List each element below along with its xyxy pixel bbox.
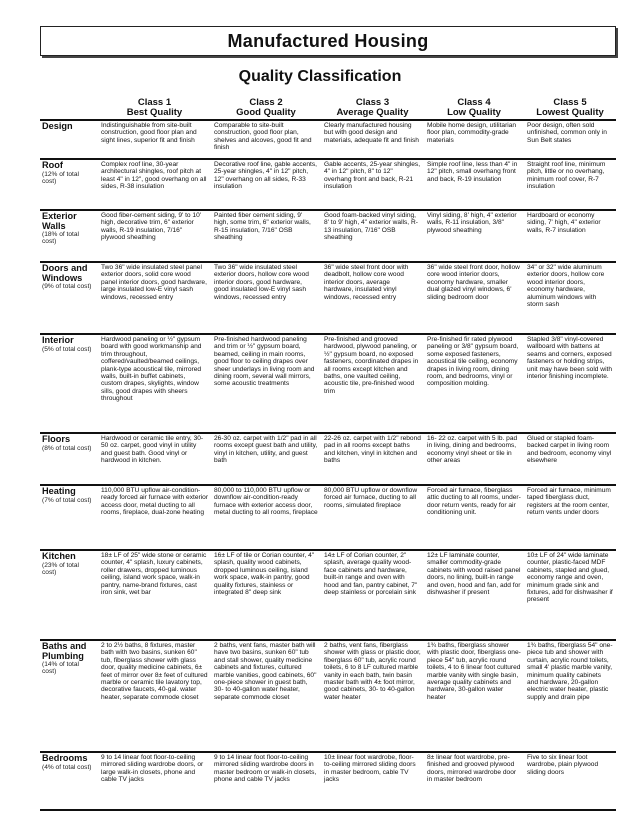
table-cell: Simple roof line, less than 4" in 12" pitch, small overhang front and back, R-19 insulation	[427, 161, 518, 183]
quality-classification-table	[40, 96, 616, 811]
table-cell: 1¾ baths, fiberglass 54" one-piece tub and shower with curtain, acrylic round toilets, small 4' plastic marble vanity, minimum quality cabinets and hardware, 20-gallon electric water heater, plastic supply and drain pipe	[527, 642, 613, 701]
table-cell: 36" wide steel front door, hollow core wood interior doors, economy hardware, smaller dual glazed vinyl windows, 6' sliding bedroom door	[427, 264, 520, 301]
table-cell: Hardboard or economy siding, 7' high, 4" exterior walls, R-7 insulation	[527, 212, 601, 234]
table-cell: 110,000 BTU upflow air-condition-ready forced air furnace with exterior access door, metal ducting to all rooms, fireplace, dual-zone heating	[101, 487, 209, 517]
table-cell: Indistinguishable from site-built construction, good floor plan and sight lines, superior fit and finish	[101, 122, 197, 144]
row-name: Design	[42, 121, 73, 131]
table-cell: Two 36" wide insulated steel exterior doors, hollow core wood interior doors, good hardware, good insulated low-E vinyl sash windows, recessed entry	[214, 264, 309, 301]
row-name: Kitchen	[42, 551, 76, 561]
row-kitchen	[40, 550, 616, 640]
row-header	[40, 159, 98, 210]
table-cell: Good foam-backed vinyl siding, 8' to 9' high, 4" exterior walls, R-13 insulation, 7/16" OSB sheathing	[324, 212, 418, 242]
row-cost-note: (9% of total cost)	[42, 283, 92, 290]
table-cell: Stapled 3/8" vinyl-covered wallboard with battens at seams and corners, exposed fasteners or holding strips, unit may have been sold with interior finishing incomplete.	[527, 336, 613, 381]
table-cell: 12± LF laminate counter, smaller commodity-grade cabinets with wood raised panel doors, no lining, built-in range and oven, hood and fan, add for dishwasher if present	[427, 552, 521, 597]
class-desc: Best Quality	[126, 107, 183, 118]
row-header	[40, 120, 98, 159]
row-cost-note: (4% of total cost)	[42, 763, 92, 771]
row-header	[40, 550, 98, 640]
class-name: Class 1	[137, 97, 172, 108]
document-subtitle: Quality Classification	[238, 68, 402, 85]
table-cell: 80,000 BTU upflow or downflow forced air furnace, ducting to all rooms, simulated fireplace	[324, 487, 418, 509]
table-cell: Clearly manufactured housing but with good design and materials, adequate fit and finish	[324, 122, 419, 144]
table-cell: Forced air furnace, minimum taped fiberglass duct, registers at the room center, return vents under doors	[527, 487, 611, 517]
table-cell: Vinyl siding, 8' high, 4" exterior walls, R-11 insulation, 3/8" plywood sheathing	[427, 212, 517, 234]
table-cell: 8± linear foot wardrobe, pre-finished and grooved plywood doors, mirrored wardrobe door in master bedroom	[427, 754, 517, 784]
class-desc: Low Quality	[447, 107, 501, 118]
row-cost-note: (12% of total cost)	[42, 170, 80, 185]
table-cell: 10± LF of 24" wide laminate counter, plastic-faced MDF cabinets, stapled and glued, economy range and oven, minimum grade sink and fixtures, add for dishwasher if present	[527, 552, 613, 604]
row-interior	[40, 334, 616, 433]
column-header-class-3	[321, 96, 424, 120]
row-name: Doors and Windows	[42, 263, 88, 283]
table-cell: 1¾ baths, fiberglass shower with plastic door, fiberglass one-piece 54" tub, acrylic round toilets, 4 to 6 linear foot cultured marble vanity with single basin, average quality cabinets and hardware, 30-gallon water heater	[427, 642, 521, 701]
table-cell: 18± LF of 25" wide stone or ceramic counter, 4" splash, luxury cabinets, roller drawers, dropped luminous ceiling, island work space, walk-in pantry, name-brand fixtures, cast iron sink, wet bar	[101, 552, 207, 597]
row-cost-note: (18% of total cost)	[42, 231, 80, 246]
table-cell: Hardwood or ceramic tile entry, 30-50 oz. carpet, good vinyl in utility and guest bath. Good vinyl or hardwood in kitchen.	[101, 435, 204, 465]
header-row	[40, 96, 616, 120]
table-cell: 2 baths, vent fans, fiberglass shower with glass or plastic door, fiberglass 60" tub, acrylic round toilets, 6 to 8 LF cultured marble vanity in each bath, twin basin master bath with 4± foot mirror, good cabinets, 30- to 40-gallon water heater	[324, 642, 421, 701]
row-exterior-walls	[40, 210, 616, 262]
row-header	[40, 640, 98, 752]
class-name: Class 4	[457, 97, 491, 108]
row-cost-note: (14% of total cost)	[42, 661, 80, 676]
row-cost-note: (7% of total cost)	[42, 496, 92, 504]
row-header	[40, 485, 98, 550]
table-cell: Decorative roof line, gable accents, 25-year shingles, 4" in 12" pitch, 12" overhang on all sides, R-33 insulation	[214, 161, 317, 191]
row-name: Exterior Walls	[42, 211, 77, 231]
table-cell: 9 to 14 linear foot floor-to-ceiling mirrored sliding wardrobe doors in master bedroom or walk-in closets, phone and cable TV jacks	[214, 754, 317, 784]
table-cell: Gable accents, 25-year shingles, 4" in 12" pitch, 8" to 12" overhang front and back, R-21 insulation	[324, 161, 421, 191]
document-title: Manufactured Housing	[227, 31, 429, 51]
row-name: Bedrooms	[42, 753, 88, 763]
column-header-class-4	[424, 96, 524, 120]
row-header	[40, 433, 98, 485]
table-cell: Poor design, often sold unfinished, common only in Sun Belt states	[527, 122, 607, 144]
table-cell: 80,000 to 110,000 BTU upflow or downflow air-condition-ready furnace with exterior access door, metal ducting to all rooms, fireplace	[214, 487, 318, 517]
row-name: Baths and Plumbing	[42, 641, 87, 661]
table-cell: Hardwood paneling or ½" gypsum board with good workmanship and trim throughout, coffered/vaulted/beamed ceilings, plank-type acoustical tile, mirrored walls, built-in buffet cabinets, custom drapes, skylights, window sills, good drapes with sheers throughout	[101, 336, 202, 403]
table-cell: 16± LF of tile or Corian counter, 4" splash, quality wood cabinets, dropped luminous ceiling, island work space, walk-in pantry, good quality fixtures, stainless or integrated 8" deep sink	[214, 552, 315, 597]
title-box	[40, 26, 616, 56]
class-desc: Good Quality	[236, 107, 296, 118]
row-name: Roof	[42, 160, 63, 170]
table-cell: 10± linear foot wardrobe, floor-to-ceiling mirrored sliding doors in master bedroom, cable TV jacks	[324, 754, 416, 784]
row-baths-and-plumbing	[40, 640, 616, 752]
row-bedrooms	[40, 752, 616, 810]
row-floors	[40, 433, 616, 485]
row-name: Floors	[42, 434, 71, 444]
class-name: Class 3	[355, 97, 390, 108]
table-cell: 36" wide steel front door with deadbolt, hollow core wood interior doors, average hardware, insulated vinyl windows, recessed entry	[324, 264, 409, 301]
table-cell: Comparable to site-built construction, good floor plan, shelves and alcoves, good fit and finish	[214, 122, 312, 152]
table-cell: Mobile home design, utilitarian floor plan, commodity-grade materials	[427, 122, 517, 144]
table-cell: 2 baths, vent fans, master bath will have two basins, sunken 60" tub and stall shower, quality medicine cabinets and fixtures, cultured marble vanities, good cabinets, 60" one-piece shower in guest bath, 30- to 40-gallon water heater, separate commode closet	[214, 642, 317, 701]
row-header	[40, 262, 98, 334]
row-cost-note: (23% of total cost)	[42, 561, 80, 576]
row-roof	[40, 159, 616, 210]
table-cell: Forced air furnace, fiberglass attic ducting to all rooms, under-door return vents, ready for air conditioning unit.	[427, 487, 521, 517]
table-cell: 9 to 14 linear foot floor-to-ceiling mirrored sliding wardrobe doors, or large walk-in closets, phone and cable TV jacks	[101, 754, 204, 784]
row-header	[40, 334, 98, 433]
class-name: Class 2	[249, 97, 283, 108]
table-cell: Five to six linear foot wardrobe, plain plywood sliding doors	[527, 754, 599, 776]
corner-cell	[40, 96, 98, 120]
row-header	[40, 210, 98, 262]
table-cell: Pre-finished fir rated plywood paneling or 3/8" gypsum board, some exposed fasteners, acoustical tile ceiling, economy drapes in living room, dining room, and bedrooms, vinyl or composition molding.	[427, 336, 519, 388]
table-cell: 34" or 32" wide aluminum exterior doors, hollow core wood interior doors, economy hardware, aluminum windows with storm sash	[527, 264, 605, 309]
table-cell: 16- 22 oz. carpet with 5 lb. pad in living, dining and bedrooms, economy vinyl sheet or tile in other areas	[427, 435, 518, 465]
table-cell: Complex roof line, 30-year architectural shingles, roof pitch at least 4" in 12", good overhang on all sides, R-38 insulation	[101, 161, 207, 191]
table-cell: Glued or stapled foam-backed carpet in living room and bedroom, economy vinyl elsewhere	[527, 435, 612, 465]
row-header	[40, 752, 98, 810]
row-heating	[40, 485, 616, 550]
column-header-class-2	[211, 96, 321, 120]
table-cell: Good fiber-cement siding, 9' to 10' high, decorative trim, 6" exterior walls, R-19 insulation, 7/16" plywood sheathing	[101, 212, 202, 242]
table-cell: 22-26 oz. carpet with 1/2" rebond pad in all rooms except baths and kitchen, vinyl in kitchen and baths	[324, 435, 421, 465]
table-cell: Pre-finished and grooved hardwood, plywood paneling, or ½" gypsum board, no exposed fasteners, coordinated drapes in all rooms except kitchen and baths, one vaulted ceiling, acoustic tile, pre-finished wood trim	[324, 336, 419, 395]
row-doors-and-windows	[40, 262, 616, 334]
class-name: Class 5	[553, 97, 587, 108]
class-desc: Average Quality	[336, 107, 409, 118]
row-cost-note: (8% of total cost)	[42, 444, 92, 452]
table-cell: 26-30 oz. carpet with 1/2" pad in all rooms except guest bath and utility, vinyl in kitchen, utility, and guest bath	[214, 435, 318, 465]
table-cell: Straight roof line, minimum pitch, little or no overhang, minimum roof cover, R-7 insulation	[527, 161, 606, 191]
table-cell: Two 36" wide insulated steel panel exterior doors, solid core wood panel interior doors, good hardware, large insulated low-E vinyl sash windows, recessed entry	[101, 264, 207, 301]
class-desc: Lowest Quality	[536, 107, 604, 118]
column-header-class-5	[524, 96, 616, 120]
row-design	[40, 120, 616, 159]
table-cell: 2 to 2½ baths, 8 fixtures, master bath with two basins, sunken 60" tub, fiberglass shower with glass door, quality medicine cabinets, 6± feet of mirror over 8± feet of cultured marble or ceramic tile lavatory top, decorative faucets, 40-gal. water heater, separate commode closet	[101, 642, 208, 701]
table-cell: Painted fiber cement siding, 9' high, some trim, 6" exterior walls, R-15 insulation, 7/16" OSB sheathing	[214, 212, 311, 242]
table-cell: 14± LF of Corian counter, 2" splash, average quality wood-face cabinets and hardware, built-in range and oven with hood and fan, pantry cabinet, 7" deep stainless or porcelain sink	[324, 552, 418, 597]
table-cell: Pre-finished hardwood paneling and trim or ½" gypsum board, beamed, ceiling in main rooms, good floor to ceiling drapes over sheer underlays in living room and dining room, several wall mirrors, some acoustic treatments	[214, 336, 315, 388]
column-header-class-1	[98, 96, 211, 120]
row-name: Interior	[42, 335, 74, 345]
row-name: Heating	[42, 486, 76, 496]
row-cost-note: (5% of total cost)	[42, 345, 92, 353]
